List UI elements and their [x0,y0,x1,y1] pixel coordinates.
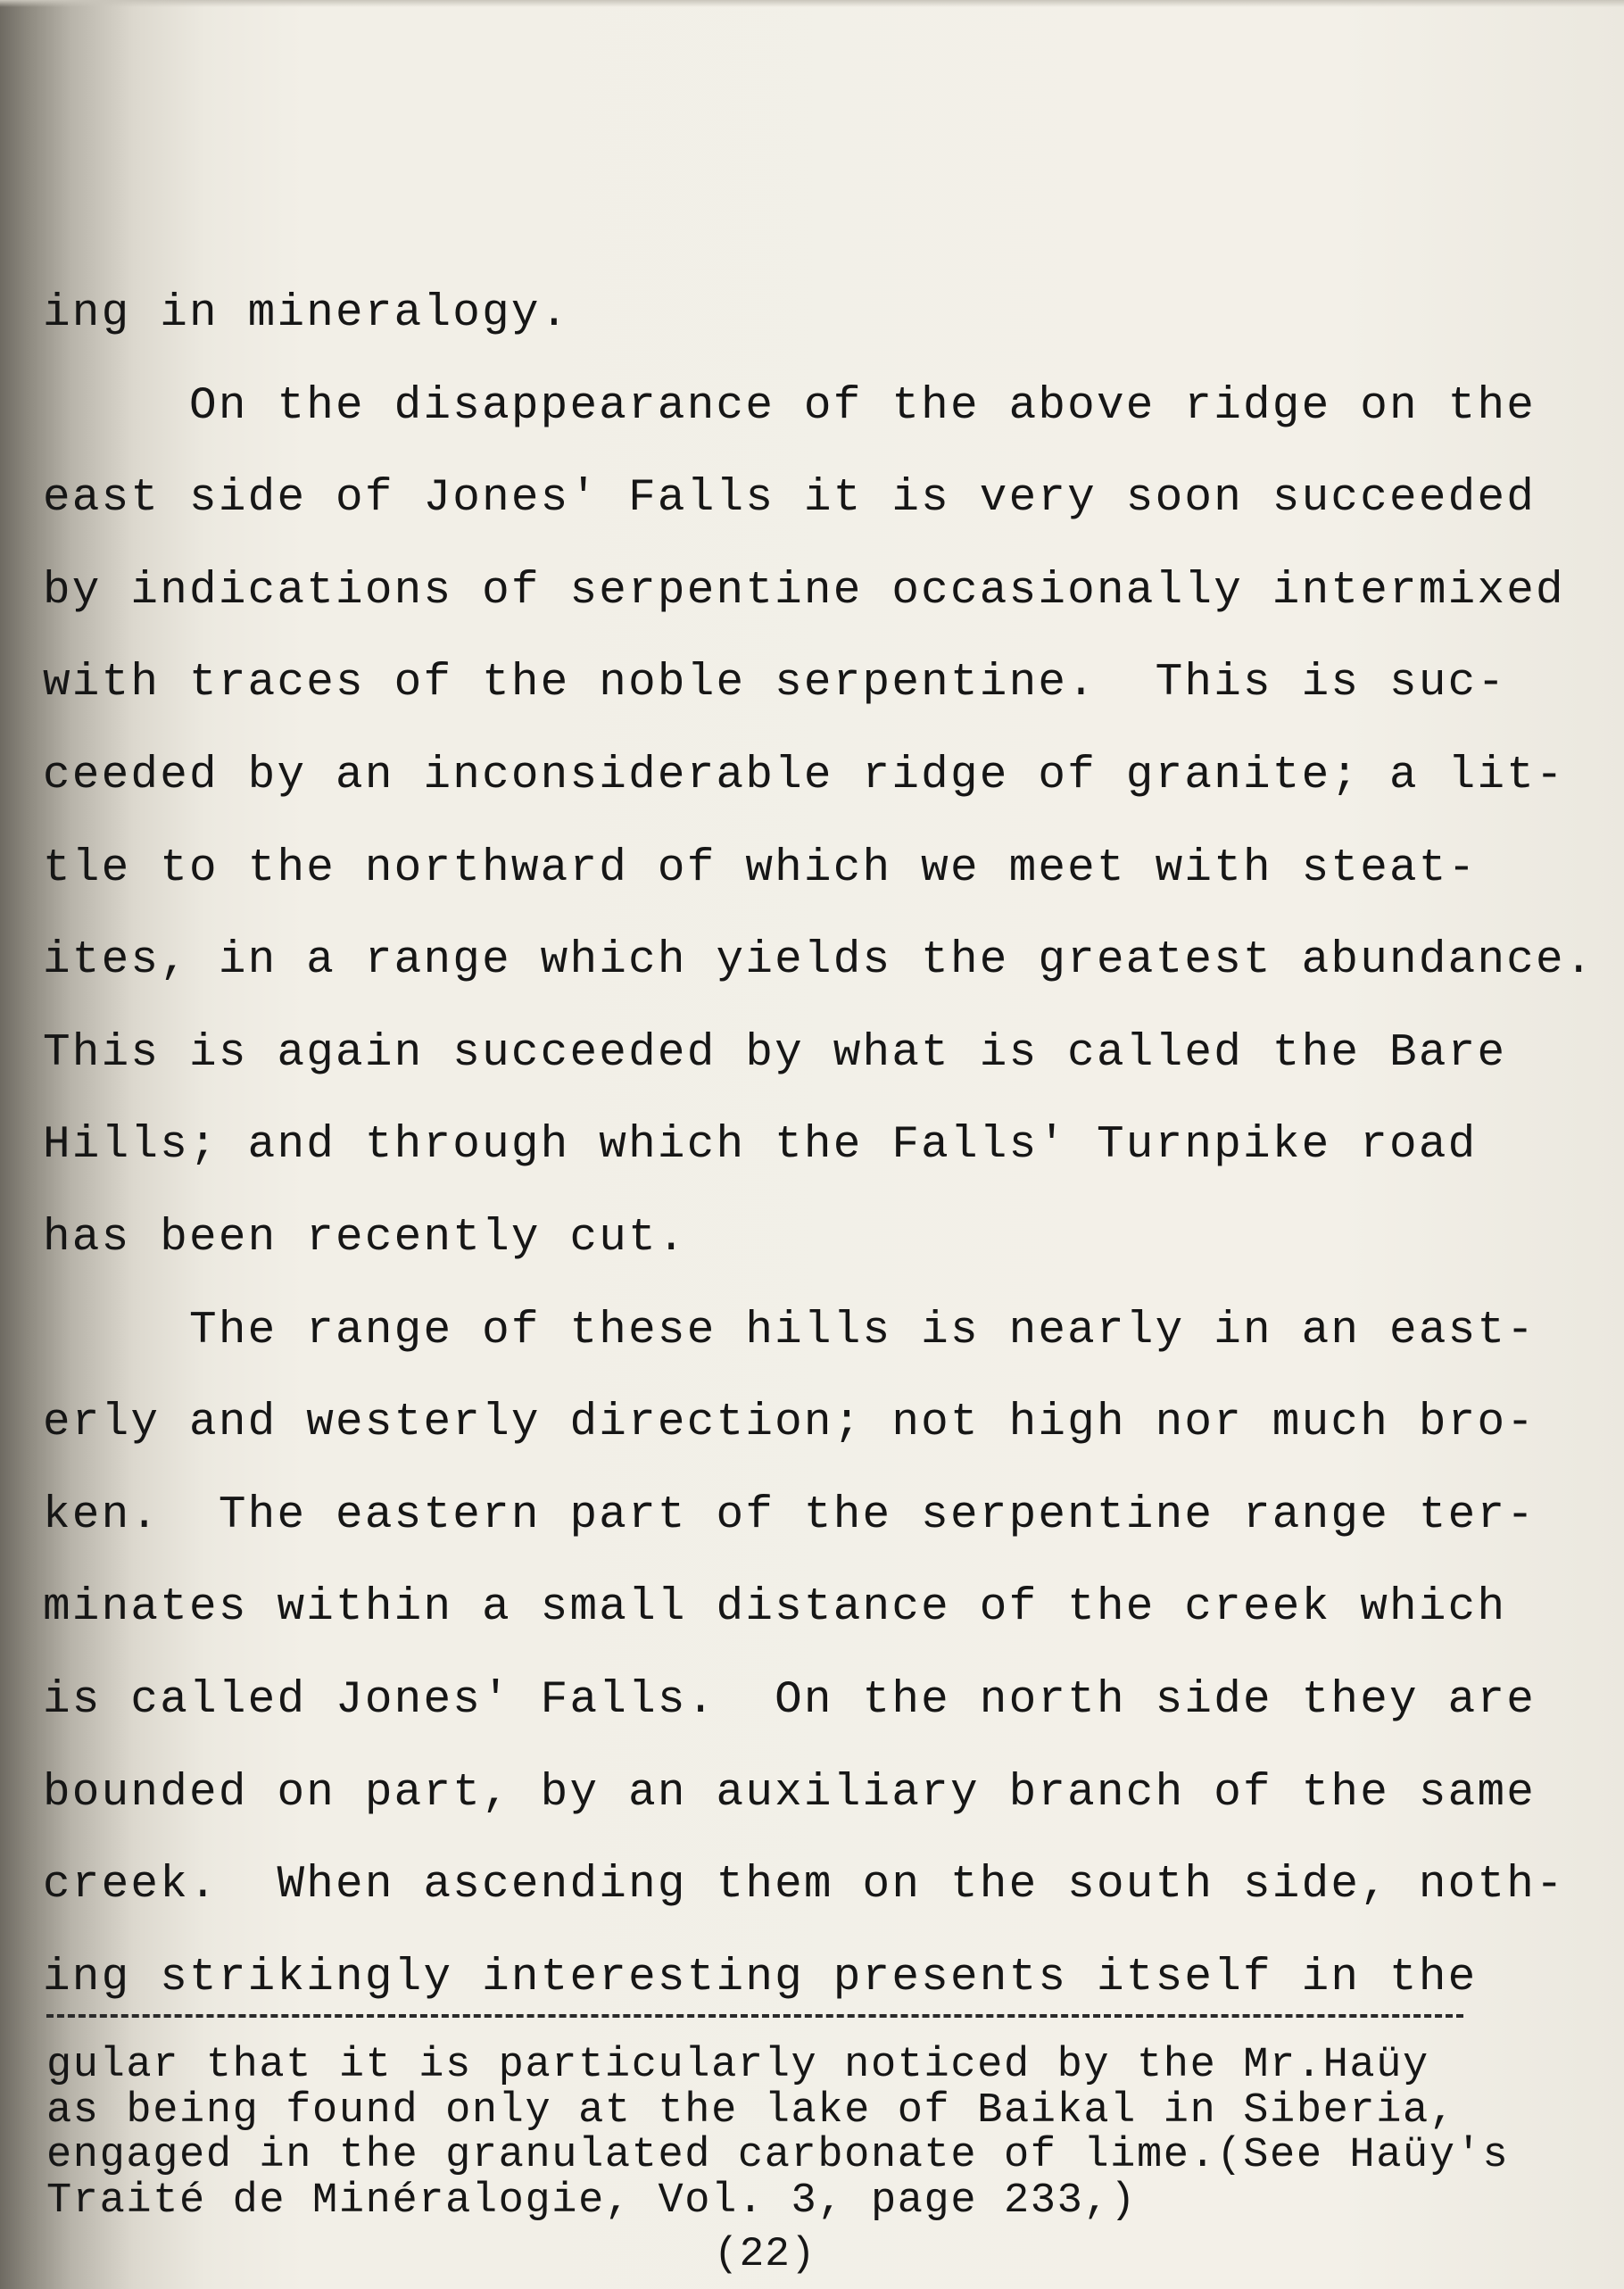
footnote-line: gular that it is particularly noticed by the Mr.Haüy [46,2042,1429,2089]
footnote-line: Traité de Minéralogie, Vol. 3, page 233,) [46,2177,1137,2225]
body-line: with traces of the noble serpentine. This is suc- [43,658,1507,709]
body-line: erly and westerly direction; not high nor much bro- [43,1397,1537,1449]
body-line: creek. When ascending them on the south side, noth- [43,1860,1565,1912]
footnote [46,2044,1599,2224]
body-line: On the disappearance of the above ridge on the [43,380,1537,432]
body-line: tle to the northward of which we meet with steat- [43,842,1478,894]
body-line: Hills; and through which the Falls' Turnpike road [43,1120,1478,1172]
body-line: ing in mineralogy. [43,288,570,339]
body-line: This is again succeeded by what is called the Bare [43,1027,1507,1079]
body-line: The range of these hills is nearly in an east- [43,1305,1537,1356]
footnote-divider [46,2014,1463,2018]
body-line: minates within a small distance of the creek which [43,1582,1507,1634]
footnote-line: engaged in the granulated carbonate of lime.(See Haüy's [46,2132,1510,2179]
page-top-edge [0,0,1624,7]
body-text [43,278,1595,2035]
body-line: bounded on part, by an auxiliary branch of the same [43,1767,1537,1819]
body-line: ken. The eastern part of the serpentine range ter- [43,1489,1537,1541]
body-line: east side of Jones' Falls it is very soon succeeded [43,473,1537,525]
body-line: by indications of serpentine occasionally intermixed [43,565,1565,617]
body-line: ites, in a range which yields the greatest abundance. [43,935,1595,987]
body-line: ceeded by an inconsiderable ridge of granite; a lit- [43,750,1565,801]
body-line: is called Jones' Falls. On the north side they are [43,1674,1537,1726]
body-line: ing strikingly interesting presents itself in the [43,1952,1478,2003]
page-number: (22) [714,2231,816,2277]
footnote-line: as being found only at the lake of Baikal in Siberia, [46,2086,1456,2135]
body-line: has been recently cut. [43,1212,687,1264]
